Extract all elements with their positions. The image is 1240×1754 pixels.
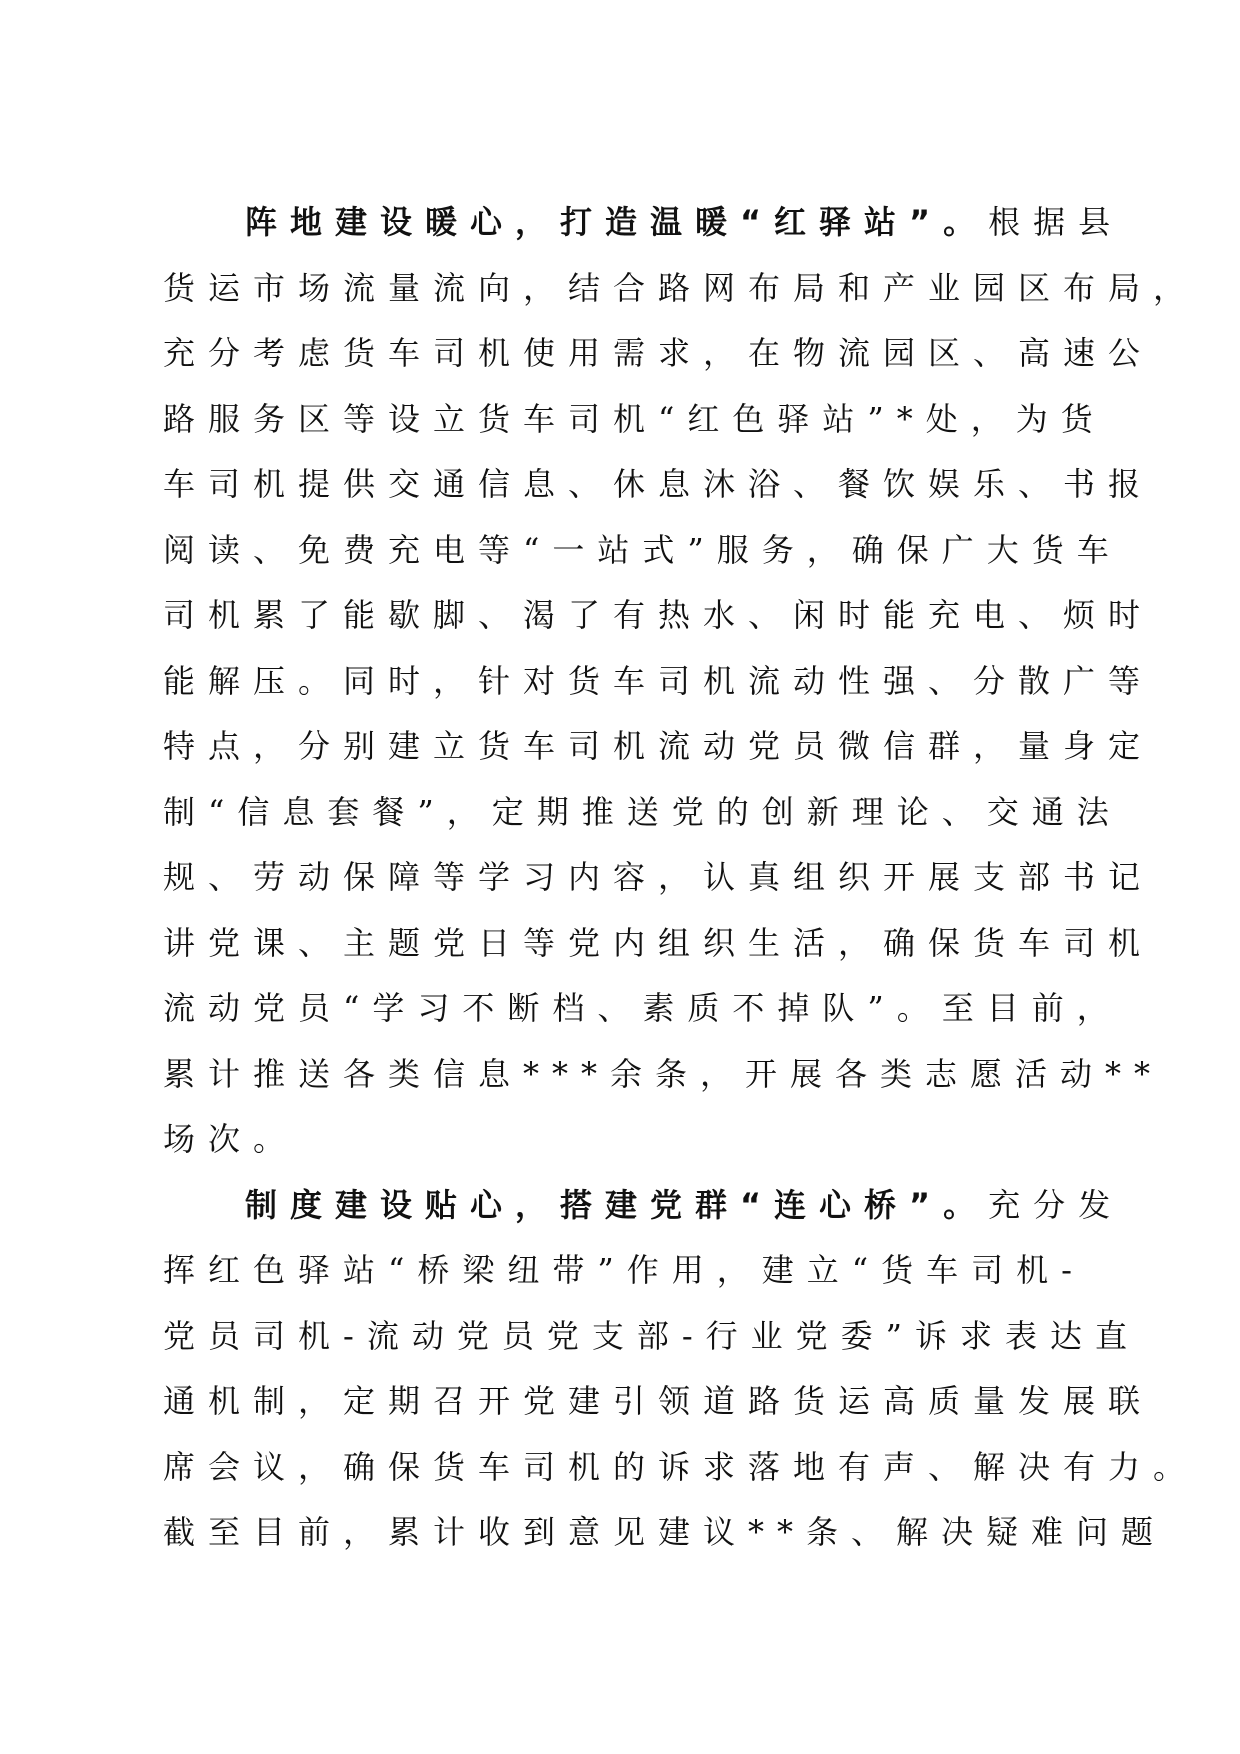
paragraph-1-line: 阅读、免费充电等“一站式”服务，确保广大货车	[163, 530, 1122, 569]
paragraph-1-heading: 阵地建设暖心，打造温暖“红驿站”。	[245, 203, 989, 241]
paragraph-2-line: 党员司机-流动党员党支部-行业党委”诉求表达直	[163, 1316, 1140, 1355]
paragraph-1-line: 流动党员“学习不断档、素质不掉队”。至目前，	[163, 989, 1122, 1027]
document-body	[163, 190, 1199, 1566]
paragraph-2-heading: 制度建设贴心，搭建党群“连心桥”。	[245, 1185, 989, 1224]
paragraph-1-line-1	[163, 190, 1124, 256]
paragraph-1-line: 场次。	[163, 1120, 299, 1158]
paragraph-2-line: 挥红色驿站“桥梁纽带”作用，建立“货车司机-	[163, 1251, 1085, 1289]
paragraph-1-line: 讲党课、主题党日等党内组织生活，确保货车司机	[163, 923, 1154, 962]
paragraph-1-line: 制“信息套餐”，定期推送党的创新理论、交通法	[163, 792, 1122, 831]
paragraph-2-text: 充分发	[988, 1185, 1124, 1224]
paragraph-1-line: 充分考虑货车司机使用需求，在物流园区、高速公	[163, 334, 1154, 372]
paragraph-1-text: 根据县	[988, 203, 1124, 241]
paragraph-2-line: 通机制，定期召开党建引领道路货运高质量发展联	[163, 1382, 1154, 1420]
paragraph-1-line: 特点，分别建立货车司机流动党员微信群，量身定	[163, 727, 1154, 765]
paragraph-1-line: 车司机提供交通信息、休息沐浴、餐饮娱乐、书报	[163, 465, 1154, 503]
paragraph-2-line-1	[163, 1173, 1124, 1239]
paragraph-1-line: 规、劳动保障等学习内容，认真组织开展支部书记	[163, 858, 1154, 896]
paragraph-2-line: 截至目前，累计收到意见建议**条、解决疑难问题	[163, 1513, 1167, 1551]
paragraph-1-line: 路服务区等设立货车司机“红色驿站”*处，为货	[163, 399, 1106, 438]
paragraph-1-line: 能解压。同时，针对货车司机流动性强、分散广等	[163, 661, 1154, 700]
paragraph-2-line: 席会议，确保货车司机的诉求落地有声、解决有力。	[163, 1447, 1199, 1486]
paragraph-1-line: 累计推送各类信息***余条，开展各类志愿活动**	[163, 1054, 1164, 1093]
paragraph-1-line: 货运市场流量流向，结合路网布局和产业园区布局，	[163, 268, 1199, 307]
paragraph-1-line: 司机累了能歇脚、渴了有热水、闲时能充电、烦时	[163, 596, 1154, 634]
